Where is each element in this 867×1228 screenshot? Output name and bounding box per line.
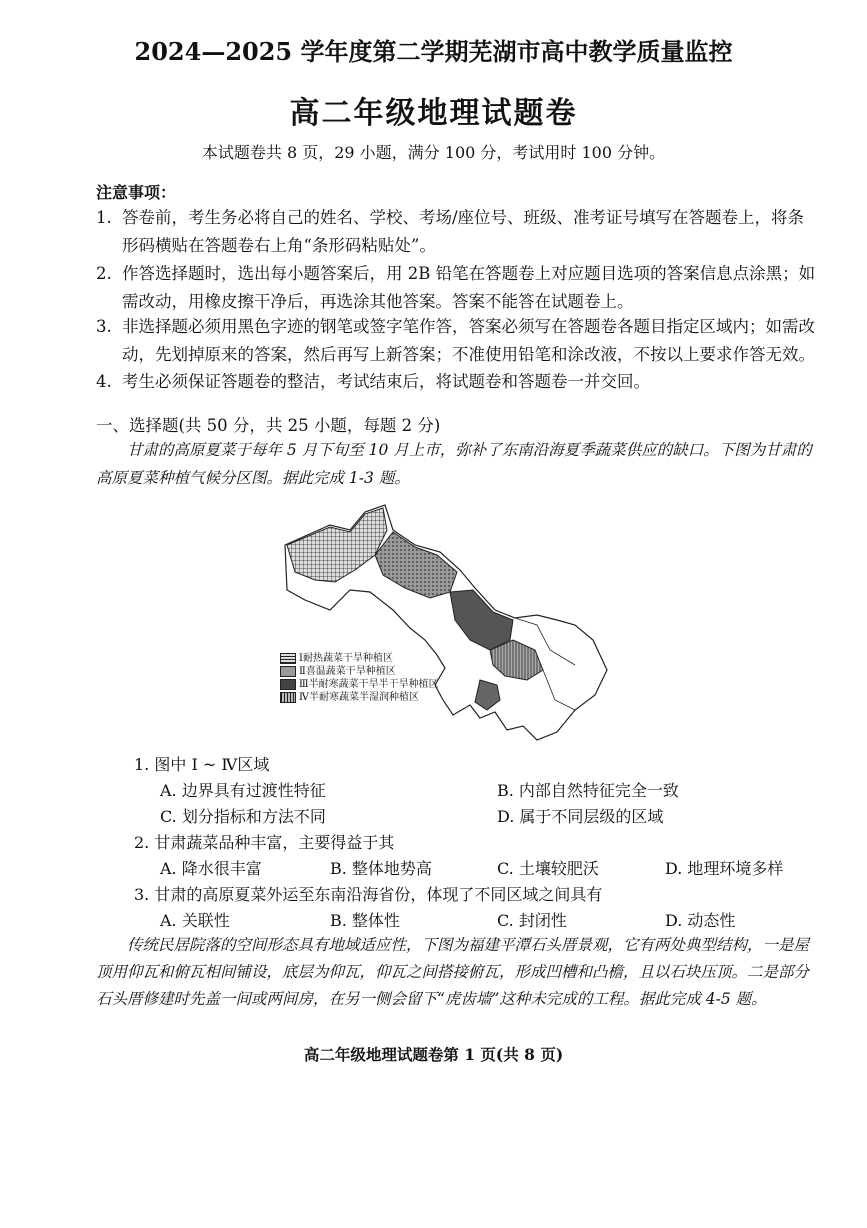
- note-number: 1.: [96, 208, 112, 227]
- q3-option-a: A. 关联性: [160, 911, 230, 930]
- intro-paragraph-1: 甘肃的高原夏菜于每年 5 月下旬至 10 月上市，弥补了东南沿海夏季蔬菜供应的缺口。下图为甘肃的高原夏菜种植气候分区图。据此完成 1-3 题。: [96, 441, 812, 487]
- legend-item-1: [280, 652, 439, 665]
- legend-item-3: [280, 678, 439, 691]
- map-figure: [275, 500, 615, 750]
- gansu-zoning-map: [275, 500, 615, 750]
- intro-paragraph-2: 传统民居院落的空间形态具有地域适应性，下图为福建平潭石头厝景观，它有两处典型结构，一是屋顶用仰瓦和俯瓦相间铺设，底层为仰瓦，仰瓦之间搭接俯瓦，形成凹槽和凸檐，且以石块压顶。二是部分石头厝修建时先盖一间或两间房，在另一侧会留下“虎齿墙”这种未完成的工程。据此完成 4-5 题。: [96, 936, 810, 1008]
- q2-option-d: D. 地理环境多样: [665, 859, 784, 878]
- section-heading: 一、选择题(共 50 分，共 25 小题，每题 2 分): [96, 416, 441, 435]
- legend-label: Ⅱ喜温蔬菜干旱种植区: [299, 666, 396, 677]
- note-number: 3.: [96, 317, 112, 336]
- note-item-3: [96, 313, 816, 369]
- q3-option-b: B. 整体性: [330, 911, 400, 930]
- note-text: 答卷前，考生务必将自己的姓名、学校、考场/座位号、班级、准考证号填写在答题卷上，将条形码横贴在答题卷右上角“条形码粘贴处”。: [122, 208, 805, 255]
- page-footer: 高二年级地理试题卷第 1 页(共 8 页): [303, 1045, 564, 1064]
- question-2-stem: 2. 甘肃蔬菜品种丰富，主要得益于其: [134, 833, 395, 852]
- legend-swatch: [280, 679, 296, 690]
- paper-subtitle: 本试题卷共 8 页，29 小题，满分 100 分，考试用时 100 分钟。: [201, 143, 666, 162]
- note-number: 4.: [96, 372, 112, 391]
- note-item-2: [96, 260, 816, 316]
- note-item-1: [96, 204, 816, 260]
- q3-option-c: C. 封闭性: [497, 911, 567, 930]
- paper-title: 高二年级地理试题卷: [289, 96, 578, 131]
- note-number: 2.: [96, 264, 112, 283]
- q2-option-c: C. 土壤较肥沃: [497, 859, 599, 878]
- q3-option-d: D. 动态性: [665, 911, 736, 930]
- q1-option-c: C. 划分指标和方法不同: [160, 807, 326, 826]
- legend-label: Ⅲ半耐寒蔬菜干旱半干旱种植区: [299, 679, 439, 690]
- q1-option-a: A. 边界具有过渡性特征: [160, 781, 326, 800]
- q1-option-b: B. 内部自然特征完全一致: [497, 781, 679, 800]
- q1-option-d: D. 属于不同层级的区域: [497, 807, 664, 826]
- legend-swatch: [280, 666, 296, 677]
- note-text: 考生必须保证答题卷的整洁，考试结束后，将试题卷和答题卷一并交回。: [122, 372, 650, 391]
- question-1-stem: 1. 图中 Ⅰ ~ Ⅳ区域: [134, 755, 270, 774]
- legend-item-2: [280, 665, 439, 678]
- question-3-stem: 3. 甘肃的高原夏菜外运至东南沿海省份，体现了不同区域之间具有: [134, 885, 603, 904]
- legend-swatch: [280, 692, 296, 703]
- legend-label: Ⅳ半耐寒蔬菜半湿润种植区: [299, 692, 419, 703]
- legend-swatch: [280, 653, 296, 664]
- note-text: 非选择题必须用黑色字迹的钢笔或签字笔作答，答案必须写在答题卷各题目指定区域内；如需改动，先划掉原来的答案，然后再写上新答案；不准使用铅笔和涂改液，不按以上要求作答无效。: [122, 317, 815, 364]
- q2-option-b: B. 整体地势高: [330, 859, 432, 878]
- notes-heading: 注意事项：: [96, 183, 177, 202]
- exam-title: 2024—2025 学年度第二学期芜湖市高中教学质量监控: [134, 37, 733, 66]
- q2-option-a: A. 降水很丰富: [160, 859, 262, 878]
- map-legend: [280, 652, 439, 704]
- legend-label: Ⅰ耐热蔬菜干旱种植区: [299, 653, 393, 664]
- note-text: 作答选择题时，选出每小题答案后，用 2B 铅笔在答题卷上对应题目选项的答案信息点涂黑；如需改动，用橡皮擦干净后，再选涂其他答案。答案不能答在试题卷上。: [122, 264, 816, 311]
- legend-item-4: [280, 691, 439, 704]
- note-item-4: [96, 368, 816, 396]
